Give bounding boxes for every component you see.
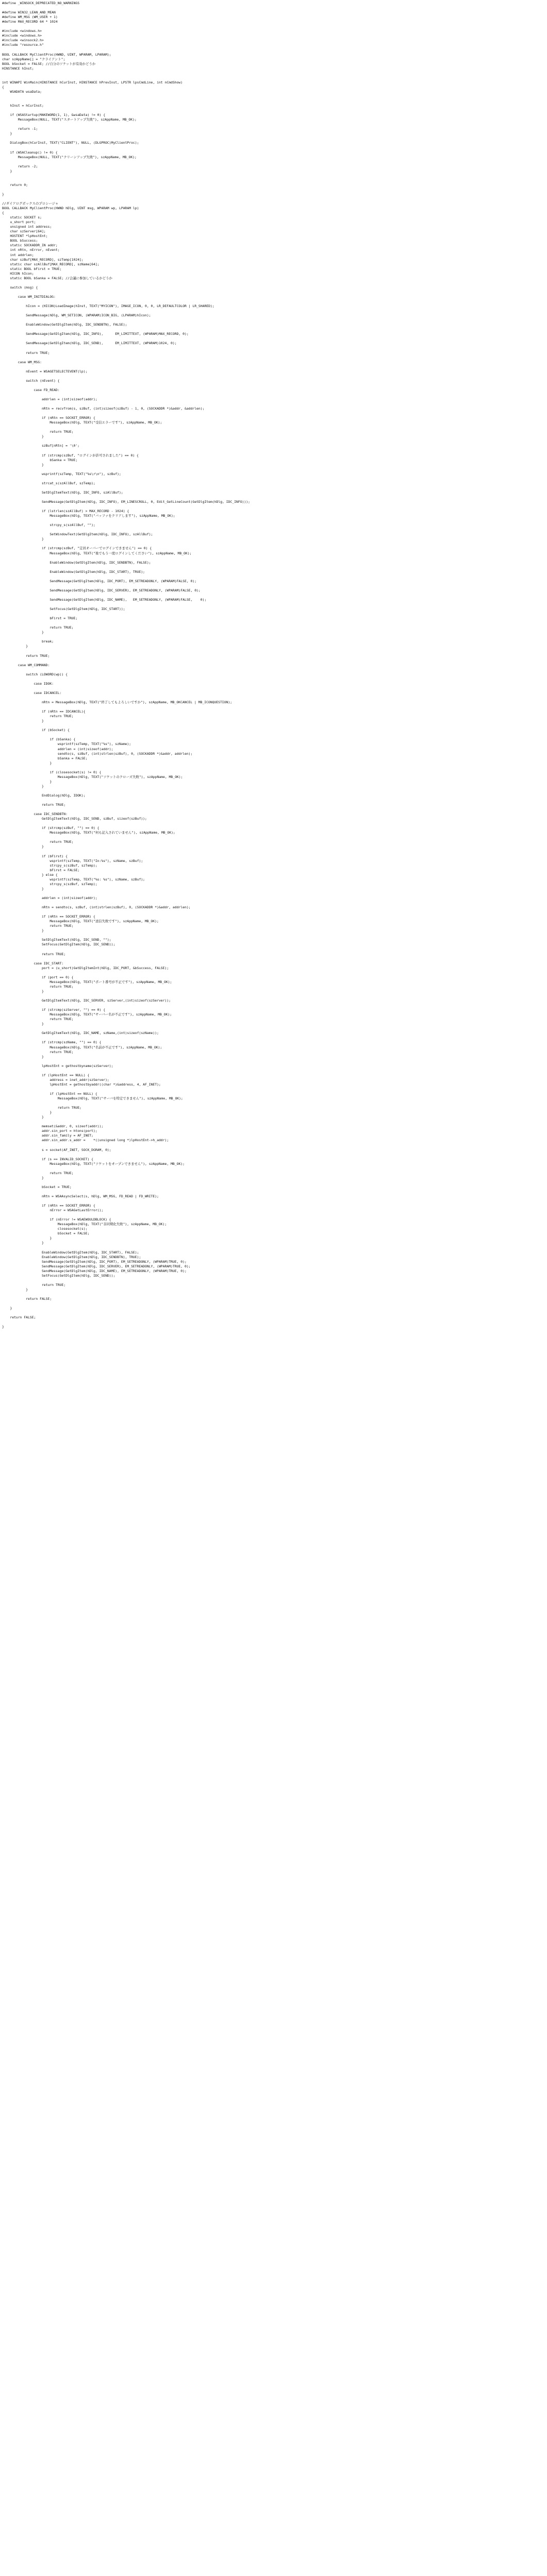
code-line: } <box>2 928 44 933</box>
code-line: if (bFirst) { <box>2 854 68 858</box>
code-line: wsprintf(szTemp, TEXT("%s\r\n"), szBuf); <box>2 471 121 476</box>
code-line <box>2 439 547 444</box>
code-line <box>2 174 547 178</box>
code-line: nRtn = WSAAsyncSelect(s, hDlg, WM_MSG, FD_READ | FD_WRITE); <box>2 1194 159 1198</box>
code-line: if (strcmp(szBuf, "定員オーバーでログインできません") == 0) { <box>2 546 152 551</box>
code-line: return TRUE; <box>2 350 50 355</box>
code-line: MessageBox(hDlg, TEXT("受信エラーです"), szAppName, MB_OK); <box>2 420 162 425</box>
code-line: hIcon = (HICON)LoadImage(hInst, TEXT("MYICON"), IMAGE_ICON, 0, 0, LR_DEFAULTCOLOR | LR_SHARED); <box>2 304 214 309</box>
code-line: bSocket = TRUE; <box>2 1184 72 1189</box>
code-line: return -2; <box>2 164 38 168</box>
code-line <box>2 1101 547 1106</box>
code-line <box>2 477 547 481</box>
code-line: BOOL CALLBACK MyClientProc(HWND hDlg, UINT msg, WPARAM wp, LPARAM lp) <box>2 206 139 211</box>
code-line <box>2 518 547 523</box>
code-line: #include <windows.h> <box>2 33 42 38</box>
code-line <box>2 374 547 379</box>
code-line: char szServer[64]; <box>2 229 46 234</box>
code-line: } <box>2 192 4 196</box>
code-line <box>2 658 547 663</box>
code-line <box>2 1190 547 1194</box>
code-line: static BOOL bSanka = FALSE; //会議に参加しているかどうか <box>2 276 112 280</box>
code-line <box>2 299 547 304</box>
code-line <box>2 947 547 952</box>
code-line <box>2 495 547 500</box>
code-line: case WM_MSG: <box>2 360 42 364</box>
code-line <box>2 467 547 472</box>
code-line: addrlen = (int)sizeof(addr); <box>2 896 97 900</box>
code-line: s = socket(AF_INET, SOCK_DGRAM, 0); <box>2 1147 111 1152</box>
code-line: WSADATA wsaData; <box>2 89 42 94</box>
code-line: strcpy_s(szAllBuf, ""); <box>2 523 95 528</box>
code-line: } <box>2 168 12 173</box>
code-line: nError = WSAGetLastError(); <box>2 1208 104 1213</box>
code-line: case IDC_SENDBTN: <box>2 812 68 817</box>
code-line <box>2 1143 547 1147</box>
code-line: } <box>2 1325 4 1329</box>
code-line: SendMessage(GetDlgItem(hDlg, IDC_PORT), EM_SETREADONLY, (WPARAM)TRUE, 0); <box>2 1259 187 1264</box>
code-line: port = (u_short)GetDlgItemInt(hDlg, IDC_PORT, &bSuccess, FALSE); <box>2 965 169 970</box>
code-line <box>2 705 547 709</box>
code-line <box>2 355 547 360</box>
code-line: return TRUE; <box>2 430 74 434</box>
code-line <box>2 402 547 406</box>
code-line <box>2 821 547 826</box>
code-line: MessageBox(hDlg, TEXT("非同期化失敗"), szAppName, MB_OK); <box>2 1222 167 1227</box>
code-line: return FALSE; <box>2 1297 52 1301</box>
code-line <box>2 188 547 192</box>
code-line <box>2 1199 547 1204</box>
code-line: } <box>2 644 28 649</box>
code-line <box>2 1003 547 1008</box>
code-line <box>2 798 547 803</box>
code-line: } <box>2 779 52 784</box>
code-line: return TRUE; <box>2 653 50 658</box>
code-line: static SOCKADDR_IN addr; <box>2 243 58 248</box>
code-line: } <box>2 1054 44 1059</box>
code-line <box>2 1069 547 1073</box>
code-line: switch (msg) { <box>2 285 38 290</box>
code-line: bFirst = FALSE; <box>2 868 80 872</box>
code-line: BOOL CALLBACK MyClientProc(HWND, UINT, WPARAM, LPARAM); <box>2 52 111 57</box>
code-line: GetDlgItemText(hDlg, IDC_SEND, szBuf, sizeof(szBuf)); <box>2 817 147 821</box>
code-line: DialogBox(hCurInst, TEXT("CLIENT"), NULL, (DLGPROC)MyClientProc); <box>2 141 139 145</box>
code-line <box>2 122 547 127</box>
code-line <box>2 957 547 961</box>
code-line: EndDialog(hDlg, IDOK); <box>2 793 86 798</box>
code-line <box>2 1246 547 1250</box>
code-line <box>2 1036 547 1040</box>
code-line: if (WSACleanup() != 0) { <box>2 150 58 155</box>
code-line: return TRUE; <box>2 1106 81 1110</box>
code-line: } <box>2 989 44 993</box>
code-line <box>2 1213 547 1217</box>
code-line: #include <winsock2.h> <box>2 38 44 43</box>
code-line: SetFocus(GetDlgItem(hDlg, IDC_SEND)); <box>2 1273 115 1278</box>
code-line: wsprintf(szTemp, TEXT("%s"), szName); <box>2 742 131 747</box>
code-line <box>2 677 547 682</box>
code-line <box>2 365 547 369</box>
code-line <box>2 47 547 52</box>
code-line: if (lpHostEnt == NULL) { <box>2 1091 97 1096</box>
code-line: SendMessage(GetDlgItem(hDlg, IDC_SEND), EM_LIMITTEXT, (WPARAM)1024, 0); <box>2 341 177 346</box>
code-line: MessageBox(hDlg, TEXT("サーバー名が不正です"), szAppName, MB_OK); <box>2 1012 172 1017</box>
code-line: } <box>2 886 44 891</box>
code-line <box>2 1059 547 1064</box>
code-line <box>2 318 547 323</box>
code-line <box>2 108 547 113</box>
code-line: addr.sin_port = htons(port); <box>2 1129 97 1133</box>
code-line <box>2 602 547 607</box>
code-line <box>2 850 547 854</box>
code-line: EnableWindow(GetDlgItem(hDlg, IDC_START), TRUE); <box>2 569 145 574</box>
code-line: bSocket = FALSE; <box>2 1231 90 1236</box>
code-line: case IDOK: <box>2 681 54 686</box>
code-line: } <box>2 1115 44 1120</box>
code-line: MessageBox(hDlg, TEXT("ソケットのクローズ失敗"), szAppName, MB_OK); <box>2 774 183 779</box>
code-line: MessageBox(hDlg, TEXT("ポート番号が不正です"), szAppName, MB_OK); <box>2 979 172 984</box>
code-line <box>2 668 547 672</box>
code-line <box>2 94 547 99</box>
code-line: EnableWindow(GetDlgItem(hDlg, IDC_SENDBTN), FALSE); <box>2 323 127 327</box>
code-line <box>2 1301 547 1306</box>
code-line: SetDlgItemText(hDlg, IDC_INFO, szAllBuf); <box>2 490 123 495</box>
code-line <box>2 309 547 313</box>
code-line: SendMessage(hDlg, WM_SETICON, (WPARAM)ICON_BIG, (LPARAM)hIcon); <box>2 313 151 318</box>
code-line: MessageBox(hDlg, TEXT("後でもう一度ログインしてください"), szAppName, MB_OK); <box>2 551 192 555</box>
code-line <box>2 789 547 793</box>
code-line: HINSTANCE hInst; <box>2 66 34 71</box>
code-line: strcpy_s(szBuf, szTemp); <box>2 863 97 868</box>
code-line: SetDlgItemText(hDlg, IDC_SEND, ""); <box>2 938 111 942</box>
code-line: MessageBox(hDlg, TEXT("何も記入されていません"), szAppName, MB_OK); <box>2 831 175 835</box>
code-line <box>2 1120 547 1124</box>
code-line: } <box>2 537 44 541</box>
code-line <box>2 994 547 998</box>
code-line <box>2 584 547 588</box>
code-line: szBuf[nRtn] = '\0'; <box>2 444 80 448</box>
code-line: int WINAPI WinMain(HINSTANCE hCurInst, HINSTANCE hPrevInst, LPSTR lpsCmdLine, int nCmdShow) <box>2 80 183 84</box>
code-line: bSanka = TRUE; <box>2 457 78 462</box>
code-line: return TRUE; <box>2 1017 74 1022</box>
code-line: SendMessage(GetDlgItem(hDlg, IDC_SERVER), EM_SETREADONLY, (WPARAM)TRUE, 0); <box>2 1264 191 1268</box>
code-line: addr.sin_addr.s_addr = *((unsigned long *)lpHostEnt->h_addr); <box>2 1138 169 1143</box>
code-line <box>2 649 547 654</box>
code-line <box>2 1320 547 1325</box>
code-line: break; <box>2 639 54 644</box>
code-line <box>2 504 547 509</box>
code-line: return TRUE; <box>2 984 74 989</box>
code-line <box>2 160 547 164</box>
code-line <box>2 1153 547 1157</box>
code-line <box>2 1311 547 1315</box>
code-line: SendMessage(GetDlgItem(hDlg, IDC_INFO), EM_LIMITTEXT, (WPARAM)MAX_RECORD, 0); <box>2 332 189 336</box>
code-line <box>2 197 547 201</box>
code-line: int nRtn, nError, nEvent; <box>2 248 60 252</box>
code-line: SendMessage(GetDlgItem(hDlg, IDC_NAME), EM_SETREADONLY, (WPARAM)TRUE, 0); <box>2 1268 187 1273</box>
code-line: #define WM_MSG (WM_USER + 1) <box>2 15 58 20</box>
code-line <box>2 449 547 453</box>
code-line: SendMessage(GetDlgItem(hDlg, IDC_SERVER), EM_SETREADONLY, (WPARAM)FALSE, 0); <box>2 588 201 592</box>
code-line: if (port == 0) { <box>2 975 74 979</box>
code-line: addrlen = (int)sizeof(addr); <box>2 747 113 751</box>
code-line: EnableWindow(GetDlgItem(hDlg, IDC_SENDBTN), FALSE); <box>2 560 151 565</box>
code-line: GetDlgItemText(hDlg, IDC_SERVER, szServer,(int)sizeof(szServer)); <box>2 998 171 1003</box>
code-line: if (nRtn == IDCANCEL){ <box>2 709 86 714</box>
code-line: wsprintf(szTemp, TEXT("%s: %s"), szName, szBuf); <box>2 877 145 882</box>
code-line: case WM_INITDIALOG: <box>2 294 56 299</box>
code-line: MessageBox(hDlg, TEXT("名前が不正です"), szAppName, MB_OK); <box>2 1045 162 1049</box>
code-line <box>2 556 547 561</box>
code-line: nRtn = MessageBox(hDlg, TEXT("終了してもよろしいですか"), szAppName, MB_OKCANCEL | MB_ICONQUESTION); <box>2 700 233 705</box>
code-line: hInst = hCurInst; <box>2 104 44 108</box>
code-line <box>2 933 547 938</box>
code-line: BOOL bSuccess; <box>2 239 38 243</box>
code-line: return TRUE; <box>2 1171 74 1175</box>
code-line: SendMessage(GetDlgItem(hDlg, IDC_NAME), EM_SETREADONLY, (WPARAM)FALSE, 0); <box>2 598 207 602</box>
code-line <box>2 696 547 700</box>
code-line: } <box>2 1241 44 1245</box>
code-line <box>2 145 547 150</box>
code-line <box>2 178 547 183</box>
code-line: closesocket(s); <box>2 1227 88 1231</box>
code-line <box>2 891 547 896</box>
code-line: if (strcmp(szServer, "") == 0) { <box>2 1008 106 1012</box>
code-line: strcat_s(szAllBuf, szTemp); <box>2 481 95 485</box>
code-line: return TRUE; <box>2 840 74 844</box>
code-line <box>2 71 547 76</box>
code-line <box>2 766 547 770</box>
code-line: if (nError != WSAEWOULDBLOCK) { <box>2 1217 111 1222</box>
code-line: if (closesocket(s) != 0) { <box>2 770 102 774</box>
code-line: static SOCKET s; <box>2 215 42 220</box>
code-line: if (lpHostEnt == NULL) { <box>2 1073 90 1077</box>
code-line <box>2 574 547 579</box>
code-line: //ダイアログボックスのプロシージャ <box>2 201 59 206</box>
code-line <box>2 24 547 29</box>
code-line: } <box>2 784 44 788</box>
code-line <box>2 327 547 332</box>
code-line: wsprintf(szTemp, TEXT("In:%s"), szName, szBuf); <box>2 858 143 863</box>
code-line: MessageBox(NULL, TEXT("スタートアップ失敗"), szAppName, MB_OK); <box>2 117 137 122</box>
code-line: return TRUE; <box>2 714 74 719</box>
code-line: #include "resource.h" <box>2 43 44 47</box>
code-line: return TRUE; <box>2 1282 66 1287</box>
code-line: case WM_COMMAND: <box>2 663 50 667</box>
code-line: } <box>2 719 44 723</box>
code-line: if (strcmp(szBuf, "") == 0) { <box>2 826 100 831</box>
code-line: HOSTENT *lpHostEnt; <box>2 234 48 239</box>
code-line: unsigned int address; <box>2 225 52 229</box>
code-line: u_short port; <box>2 220 36 225</box>
code-line <box>2 635 547 639</box>
code-line: if (bSanka) { <box>2 737 76 742</box>
code-line: MessageBox(hDlg, TEXT("送信失敗です"), szAppName, MB_OK); <box>2 919 159 924</box>
code-line: #define _WINSOCK_DEPRECATED_NO_WARNINGS <box>2 1 80 5</box>
code-line <box>2 686 547 691</box>
code-line: #include <windows.h> <box>2 29 42 33</box>
code-line: EnableWindow(GetDlgItem(hDlg, IDC_SENDBTN), TRUE); <box>2 1255 141 1259</box>
code-line <box>2 336 547 341</box>
code-line <box>2 425 547 430</box>
code-line <box>2 1292 547 1297</box>
code-line: if (bSocket) { <box>2 728 70 733</box>
code-line <box>2 346 547 350</box>
code-line: return -1; <box>2 127 38 131</box>
code-line: strcpy_s(szBuf, szTemp); <box>2 882 97 886</box>
code-line <box>2 136 547 141</box>
code-line <box>2 76 547 80</box>
code-line: if (strcmp(szName, "") == 0) { <box>2 1040 102 1045</box>
code-line: #define WIN32_LEAN_AND_MEAN <box>2 10 56 15</box>
code-line <box>2 383 547 388</box>
code-line <box>2 807 547 812</box>
code-line: if (s == INVALID_SOCKET) { <box>2 1157 93 1161</box>
code-line: if (nRtn == SOCKET_ERROR) { <box>2 416 95 420</box>
code-line <box>2 1087 547 1092</box>
code-line: } else { <box>2 872 58 877</box>
code-line: char szBuf[MAX_RECORD], szTemp[1024]; <box>2 257 84 262</box>
code-line: lpHostEnt = gethostbyname(szServer); <box>2 1063 113 1068</box>
code-line: bFirst = TRUE; <box>2 616 78 621</box>
code-line: if (WSAStartup(MAKEWORD(1, 1), &wsaData) != 0) { <box>2 113 106 117</box>
code-line: lpHostEnt = gethostbyaddr((char *)&address, 4, AF_INET); <box>2 1082 161 1087</box>
code-line: return TRUE; <box>2 1049 74 1054</box>
code-line: case IDCANCEL: <box>2 690 62 695</box>
code-line <box>2 281 547 285</box>
code-line: static char szAllBuf[MAX_RECORD], szName[64]; <box>2 262 100 266</box>
code-line: } <box>2 1236 52 1241</box>
code-line: sendto(s, szBuf, (int)strlen(szBuf), 0, (SOCKADDR *)&addr, addrlen); <box>2 751 193 756</box>
code-line: switch (LOWORD(wp)) { <box>2 672 68 676</box>
code-line <box>2 565 547 570</box>
code-line: } <box>2 1306 12 1311</box>
code-line <box>2 1180 547 1185</box>
code-line: } <box>2 1110 52 1115</box>
code-line <box>2 1166 547 1171</box>
code-line <box>2 486 547 490</box>
code-line <box>2 290 547 295</box>
code-line: int addrlen; <box>2 252 34 257</box>
code-line: return TRUE; <box>2 952 66 956</box>
code-line: { <box>2 211 4 215</box>
code-line <box>2 1026 547 1031</box>
code-line: static BOOL bFirst = TRUE; <box>2 266 62 271</box>
code-line: MessageBox(hDlg, TEXT("ソケットをオープンできません"), szAppName, MB_OK); <box>2 1161 185 1166</box>
code-line: SetFocus(GetDlgItem(hDlg, IDC_START)); <box>2 607 125 612</box>
code-line: MessageBox(hDlg, TEXT("バッファをクリアします"), szAppName, MB_OK); <box>2 514 175 518</box>
code-line <box>2 99 547 104</box>
code-line <box>2 593 547 598</box>
code-line: case FD_READ: <box>2 387 60 392</box>
code-line: addr.sin_family = AF_INET; <box>2 1133 93 1138</box>
code-line <box>2 6 547 10</box>
code-line: } <box>2 760 52 765</box>
code-line <box>2 393 547 397</box>
code-line: addrlen = (int)sizeof(addr); <box>2 397 97 401</box>
code-line: if (nRtn == SOCKET_ERROR) { <box>2 1204 95 1208</box>
code-line <box>2 528 547 532</box>
code-line <box>2 612 547 616</box>
code-line <box>2 901 547 905</box>
code-line: return TRUE; <box>2 803 66 807</box>
code-line: if (lstrlen(szAllBuf) > MAX_RECORD - 1024) { <box>2 509 129 514</box>
code-line <box>2 411 547 416</box>
code-line: #define MAX_RECORD 64 * 1024 <box>2 20 58 24</box>
code-line: return FALSE; <box>2 1315 36 1320</box>
code-line: return TRUE; <box>2 924 74 928</box>
code-line: EnableWindow(GetDlgItem(hDlg, IDC_START), FALSE); <box>2 1250 139 1255</box>
code-line: BOOL bSocket = FALSE; //自分のソケットが有効かどうか <box>2 61 96 66</box>
code-line <box>2 971 547 975</box>
code-line: memset(&addr, 0, sizeof(addr)); <box>2 1124 104 1129</box>
code-line <box>2 835 547 840</box>
code-line: char szAppName[] = "クライアント"; <box>2 57 65 61</box>
code-line: MessageBox(hDlg, TEXT("サーバを特定できません"), szAppName, MB_OK); <box>2 1096 183 1101</box>
code-line: switch (nEvent) { <box>2 378 60 383</box>
code-line: SendMessage(GetDlgItem(hDlg, IDC_PORT), EM_SETREADONLY, (WPARAM)FALSE, 0); <box>2 579 197 583</box>
code-line: } <box>2 630 44 635</box>
code-line: return TRUE; <box>2 625 74 630</box>
code-line: } <box>2 434 44 439</box>
code-line: SetWindowText(GetDlgItem(hDlg, IDC_INFO), szAllBuf); <box>2 532 153 537</box>
code-line: } <box>2 1022 44 1026</box>
code-line: SendMessage(GetDlgItem(hDlg, IDC_INFO), EM_LINESCROLL, 0, Edit_GetLineCount(GetDlgItem(hDlg, IDC_INFO))); <box>2 500 250 504</box>
code-line <box>2 910 547 914</box>
code-line: nRtn = sendto(s, szBuf, (int)strlen(szBuf), 0, (SOCKADDR *)&addr, addrlen); <box>2 905 191 910</box>
code-line: case IDC_START: <box>2 961 64 965</box>
code-line: if (nRtn == SOCKET_ERROR) { <box>2 914 95 919</box>
code-line: HICON hIcon; <box>2 271 34 276</box>
code-line: } <box>2 1287 28 1292</box>
code-line <box>2 733 547 737</box>
code-line: nRtn = recvfrom(s, szBuf, (int)sizeof(szBuf) - 1, 0, (SOCKADDR *)&addr, &addrlen); <box>2 406 205 411</box>
code-line: } <box>2 844 44 849</box>
code-line: if (strcmp(szBuf, "ログインが許可されました") == 0) { <box>2 453 139 457</box>
code-line: GetDlgItemText(hDlg, IDC_NAME, szName,(int)sizeof(szName)); <box>2 1031 159 1036</box>
code-line: } <box>2 1175 44 1180</box>
code-line: } <box>2 131 12 136</box>
code-line <box>2 1278 547 1283</box>
code-line: MessageBox(NULL, TEXT("クリーンアップ失敗"), szAppName, MB_OK); <box>2 155 137 159</box>
code-line: { <box>2 84 4 89</box>
code-line <box>2 621 547 625</box>
code-line: SetFocus(GetDlgItem(hDlg, IDC_SEND)); <box>2 942 115 947</box>
code-line: } <box>2 462 44 467</box>
code-line: nEvent = WSAGETSELECTEVENT(lp); <box>2 369 88 374</box>
code-line: bSanka = FALSE; <box>2 756 88 760</box>
code-line: address = inet_addr(szServer); <box>2 1077 109 1082</box>
code-line: return 0; <box>2 182 28 187</box>
code-line <box>2 723 547 728</box>
